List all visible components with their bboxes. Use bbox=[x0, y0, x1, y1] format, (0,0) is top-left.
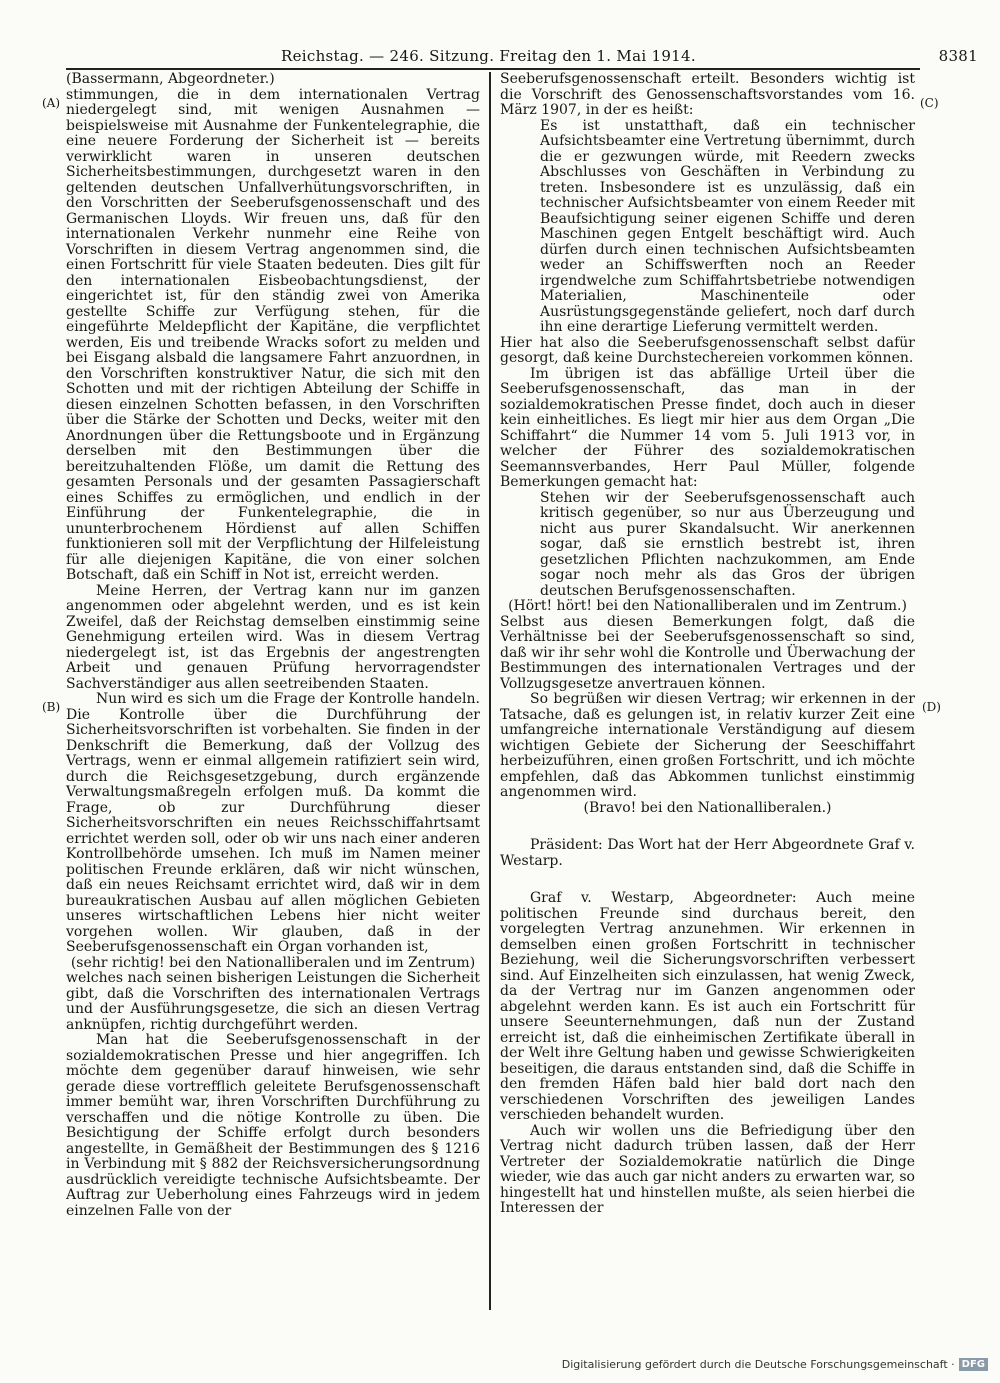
paragraph: welches nach seinen bisherigen Leistungen die Sicherheit gibt, daß die Vorschriften des internationalen Vertrags und der Ausführungsgesetze, die sich an diesen Vertrag anknüpfen, richtig durchgeführt werden. bbox=[66, 970, 480, 1033]
paragraph: Meine Herren, der Vertrag kann nur im ganzen angenommen oder abgelehnt werden, und es ist kein Zweifel, daß der Reichstag demselben einstimmig seine Genehmigung erteilen wird. Was in diesem Vertrag niedergelegt ist, ist das Ergebnis der angestrengten Arbeit und genauen Prüfung hervorragendster Sachverständiger aus allen seetreibenden Staaten. bbox=[66, 582, 480, 692]
margin-marker-b: (B) bbox=[42, 700, 61, 714]
right-column bbox=[500, 72, 915, 1217]
paragraph: Hier hat also die Seeberufsgenossenschaft selbst dafür gesorgt, daß keine Durchstechereien vorkommen können. bbox=[500, 334, 915, 366]
column-divider bbox=[489, 72, 491, 1310]
dfg-logo: DFG bbox=[959, 1358, 988, 1371]
paragraph: Seeberufsgenossenschaft erteilt. Besonders wichtig ist die Vorschrift des Genossenschaftsvorstandes vom 16. März 1907, in der es heißt: bbox=[500, 71, 915, 118]
paragraph: Im übrigen ist das abfällige Urteil über die Seeberufsgenossenschaft, das man in der sozialdemokratischen Presse findet, doch auch in dieser kein einheitliches. Es liegt mir hier aus dem Organ „Die Schiffahrt“ die Nummer 14 vom 5. Juli 1913 vor, in welcher der Führer des sozialdemokratischen Seemannsverbandes, Herr Paul Müller, folgende Bemerkungen gemacht hat: bbox=[500, 365, 915, 490]
margin-marker-a: (A) bbox=[42, 96, 61, 110]
page-number: 8381 bbox=[938, 47, 978, 65]
interjection: (Hört! hört! bei den Nationalliberalen und im Zentrum.) bbox=[508, 598, 907, 614]
paragraph: Graf v. Westarp, Abgeordneter: Auch meine politischen Freunde sind durchaus bereit, den vorgelegten Vertrag anzunehmen. Wir erkennen in demselben einen großen Fortschritt in technischer Beziehung, weil die Sicherungsvorschriften verbessert sind. Auf Einzelheiten sich einzulassen, hat wenig Zweck, da der Vertrag nur im Ganzen angenommen oder abgelehnt werden kann. Es ist auch ein Fortschritt für unsere Seeunternehmungen, daß nun der Zustand erreicht ist, daß die einheimischen Zertifikate überall in der Welt ihre Geltung haben und gewisse Schwierigkeiten beseitigen, die daraus entstanden sind, daß die Schiffe in den fremden Häfen bald hier bald dort nach den verschiedenen Vorschriften des jeweiligen Landes verschieden behandelt wurden. bbox=[500, 890, 915, 1123]
interjection: (sehr richtig! bei den Nationalliberalen und im Zentrum) bbox=[70, 954, 476, 971]
footer-credit bbox=[562, 1358, 988, 1371]
paragraph: Auch wir wollen uns die Befriedigung über den Vertrag nicht dadurch trüben lassen, daß der Herr Vertreter der Sozialdemokratie natürlich die Dinge wieder, wie das auch gar nicht anders zu erwarten war, so hingestellt hat und hinstellen mußte, als seien hierbei die Interessen der bbox=[500, 1122, 915, 1216]
block-quote bbox=[500, 119, 915, 336]
speaker-note: (Bassermann, Abgeordneter.) bbox=[66, 71, 275, 87]
president-statement: Präsident: Das Wort hat der Herr Abgeordnete Graf v. Westarp. bbox=[500, 837, 915, 869]
paragraph: So begrüßen wir diesen Vertrag; wir erkennen in der Tatsache, daß es gelungen ist, in relativ kurzer Zeit eine umfangreiche internationale Verständigung auf diesem wichtigen Gebiete der Sicherung der Seeschiffahrt herbeizuführen, einen großen Fortschritt, und ich möchte empfehlen, daß das Abkommen tunlichst einstimmig angenommen wird. bbox=[500, 691, 915, 800]
footer-text: Digitalisierung gefördert durch die Deutsche Forschungsgemeinschaft · bbox=[561, 1358, 955, 1371]
paragraph: stimmungen, die in dem internationalen Vertrag niedergelegt sind, mit wenigen Ausnahmen — beispielsweise mit Ausnahme der Funkentelegraphie, die eine neuere Forderung der Sicherheit ist — bereits verwirklicht waren in unseren deutschen Sicherheitsbestimmungen, durchgesetzt waren in den geltenden deutschen Unfallverhütungsvorschriften, in den Vorschritten der Seeberufsgenossenschaft und des Germanischen Lloyds. Wir freuen uns, daß für den internationalen Verkehr nunmehr eine Reihe von Vorschriften in diesem Vertrag angenommen sind, die einen Fortschritt für viele Staaten bedeuten. Dies gilt für den internationalen Eisbeobachtungsdienst, der eingerichtet ist, für den ständig zwei von Amerika gestellte Schiffe zur Verfügung stehen, für die eingeführte Meldepflicht der Kapitäne, die verpflichtet werden, Eis und treibende Wracks sofort zu melden und bei Eisgang alsbald die langsamere Fahrt anzuordnen, in den Vorschriften konstruktiver Natur, die sich mit den Schotten und mit der richtigen Abteilung der Schiffe in diesen einzelnen Schotten befassen, in den Vorschriften über die Stärke der Schotten und Decks, weiter mit den Anordnungen über die Rettungsboote und in Ergänzung derselben mit den Bestimmungen über die bereitzuhaltenden Flöße, um damit die Rettung des gesamten Personals und der gesamten Passagierschaft eines Schiffes zu ermöglichen, und endlich in der Einführung der Funkentelegraphie, die in ununterbrochenem Hördienst auf allen Schiffen funktionieren soll mit der Verpflichtung der Hilfeleistung für alle diejenigen Kapitäne, die von einer solchen Botschaft, daß ein Schiff in Not ist, erreicht werden. bbox=[66, 86, 480, 583]
paragraph: Man hat die Seeberufsgenossenschaft in der sozialdemokratischen Presse und hier angegriffen. Ich möchte dem gegenüber darauf hinweisen, wie sehr gerade diese vortrefflich geleitete Berufsgenossenschaft immer bemüht war, ihren Vorschriften Durchführung zu verschaffen und die nötige Kontrolle zu üben. Die Besichtigung der Schiffe erfolgt durch besonders angestellte, in Gemäßheit der Bestimmungen des § 1216 in Verbindung mit § 882 der Reichsversicherungsordnung ausdrücklich vereidigte technische Aufsichtsbeamte. Der Auftrag zur Ueberholung eines Fahrzeugs wird in jedem einzelnen Falle von der bbox=[66, 1032, 480, 1219]
running-title: Reichstag. — 246. Sitzung. Freitag den 1. Mai 1914. bbox=[281, 47, 696, 65]
interjection: (Bravo! bei den Nationalliberalen.) bbox=[583, 799, 832, 816]
quote-text: Stehen wir der Seeberufsgenossenschaft auch kritisch gegenüber, so nur aus Überzeugung und nicht aus purer Skandalsucht. Wir anerkennen sogar, daß sie ernstlich bestrebt ist, ihren gesetzlichen Pflichten nachzukommen, am Ende sogar noch mehr als das Gros der übrigen deutschen Berufsgenossenschaften. bbox=[540, 489, 915, 599]
margin-marker-d: (D) bbox=[922, 700, 941, 714]
margin-marker-c: (C) bbox=[920, 96, 939, 110]
paragraph: Selbst aus diesen Bemerkungen folgt, daß die Verhältnisse bei der Seeberufsgenossenschaft so sind, daß wir ihr sehr wohl die Kontrolle und Überwachung der Bestimmungen des internationalen Vertrages und der Vollzugsgesetze anvertrauen können. bbox=[500, 613, 915, 692]
block-quote bbox=[500, 491, 915, 600]
quote-text: Es ist unstatthaft, daß ein technischer Aufsichtsbeamter eine Vertretung übernimmt, durch die er gezwungen würde, mit Reedern zwecks Abschlusses von Geschäften in Verbindung zu treten. Insbesondere ist es unzulässig, daß ein technischer Aufsichtsbeamter von einem Reeder mit Beaufsichtigung seiner eigenen Schiffe und deren Maschinen gegen Entgelt beschäftigt wird. Auch dürfen durch einen technischen Aufsichtsbeamten weder an Schiffswerften noch an Reeder irgendwelche zum Schiffahrtsbetriebe notwendigen Materialien, Maschinenteile oder Ausrüstungsgegenstände geliefert, noch darf durch ihn eine derartige Lieferung vermittelt werden. bbox=[540, 117, 915, 335]
left-column bbox=[66, 72, 480, 1219]
page-header bbox=[66, 44, 978, 70]
paragraph: Nun wird es sich um die Frage der Kontrolle handeln. Die Kontrolle über die Durchführung der Sicherheitsvorschriften ist vorbehalten. Sie finden in der Denkschrift die Bemerkung, daß der Vollzug des Vertrags, wenn er einmal allgemein ratifiziert sein wird, durch die Reichsgesetzgebung, durch ergänzende Verwaltungsmaßregeln erfolgen muß. Da kommt die Frage, ob zur Durchführung dieser Sicherheitsvorschriften ein neues Reichsschiffahrtsamt errichtet werden soll, oder ob wir uns nach einer anderen Kontrollbehörde umsehen. Ich muß im Namen meiner politischen Freunde erklären, daß wir nicht wünschen, daß ein neues Reichsamt errichtet wird, daß wir in dem bureaukratischen Ausbau auf allen möglichen Gebieten unseres wirtschaftlichen Lebens hier nicht weiter vorgehen wollen. Wir glauben, daß in der Seeberufsgenossenschaft ein Organ vorhanden ist, bbox=[66, 691, 480, 955]
